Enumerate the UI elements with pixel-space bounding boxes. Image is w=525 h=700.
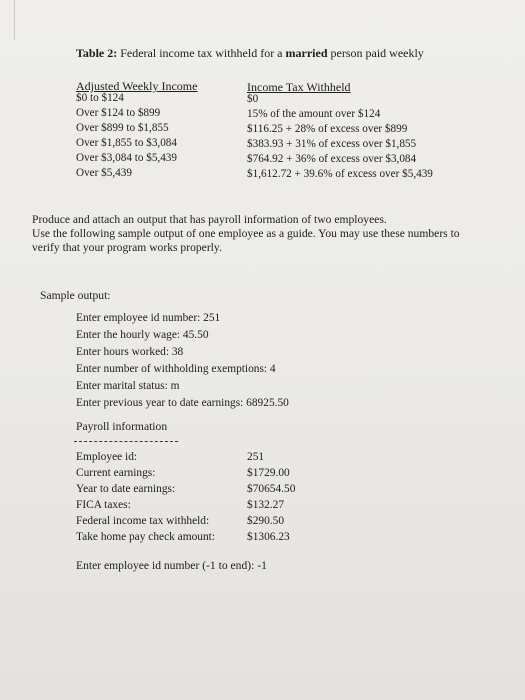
payroll-values	[247, 449, 295, 545]
payroll-label: Employee id:	[76, 451, 138, 463]
input-line: Enter employee id number: 251	[76, 312, 221, 324]
income-range: Over $3,084 to $5,439	[76, 152, 177, 164]
end-prompt: Enter employee id number (-1 to end): -1	[76, 559, 267, 572]
input-line: Enter hours worked: 38	[76, 346, 184, 358]
dashed-divider	[74, 441, 178, 442]
table-title-text: Federal income tax withheld for a	[117, 46, 286, 60]
payroll-labels	[76, 449, 215, 545]
instruction-line: Produce and attach an output that has payroll information of two employees.	[32, 213, 387, 226]
income-range: Over $5,439	[76, 167, 132, 179]
input-line: Enter previous year to date earnings: 68925.50	[76, 397, 289, 409]
payroll-value: $290.50	[247, 515, 285, 527]
income-range: Over $899 to $1,855	[76, 122, 169, 134]
table-title-end: person paid weekly	[327, 46, 424, 60]
table-title	[76, 47, 424, 59]
income-range: Over $1,855 to $3,084	[76, 137, 177, 149]
instruction-line: Use the following sample output of one employee as a guide. You may use these numbers to	[32, 227, 460, 240]
payroll-label: Year to date earnings:	[76, 483, 176, 495]
payroll-label: Take home pay check amount:	[76, 531, 216, 543]
income-ranges	[76, 93, 177, 183]
payroll-value: $132.27	[247, 499, 285, 511]
income-range: $0 to $124	[76, 92, 124, 104]
payroll-title: Payroll information	[76, 420, 168, 433]
input-prompts	[76, 310, 289, 412]
payroll-value: $1306.23	[247, 531, 290, 543]
tax-withheld: $383.93 + 31% of excess over $1,855	[247, 138, 417, 150]
payroll-label: Federal income tax withheld:	[76, 515, 210, 527]
tax-withheld: $764.92 + 36% of excess over $3,084	[247, 153, 417, 165]
input-line: Enter number of withholding exemptions: 4	[76, 363, 276, 375]
paper-fold	[0, 0, 15, 40]
tax-header: Income Tax Withheld	[247, 80, 351, 94]
income-header: Adjusted Weekly Income	[76, 79, 198, 93]
sample-output-label: Sample output:	[40, 289, 111, 302]
table-title-label: Table 2:	[76, 46, 118, 60]
table-title-emphasis: married	[285, 46, 328, 60]
payroll-value: $70654.50	[247, 483, 296, 495]
payroll-value: 251	[247, 451, 265, 463]
input-line: Enter marital status: m	[76, 380, 180, 392]
tax-withheld-values	[247, 94, 433, 184]
income-range: Over $124 to $899	[76, 107, 161, 119]
instructions-paragraph	[32, 213, 460, 255]
payroll-label: Current earnings:	[76, 467, 156, 479]
payroll-value: $1729.00	[247, 467, 290, 479]
payroll-label: FICA taxes:	[76, 499, 131, 511]
tax-withheld: 15% of the amount over $124	[247, 108, 381, 120]
tax-withheld: $0	[247, 93, 259, 105]
tax-withheld: $116.25 + 28% of excess over $899	[247, 123, 408, 135]
input-line: Enter the hourly wage: 45.50	[76, 329, 209, 341]
instruction-line: verify that your program works properly.	[32, 241, 222, 254]
tax-withheld: $1,612.72 + 39.6% of excess over $5,439	[247, 168, 433, 180]
